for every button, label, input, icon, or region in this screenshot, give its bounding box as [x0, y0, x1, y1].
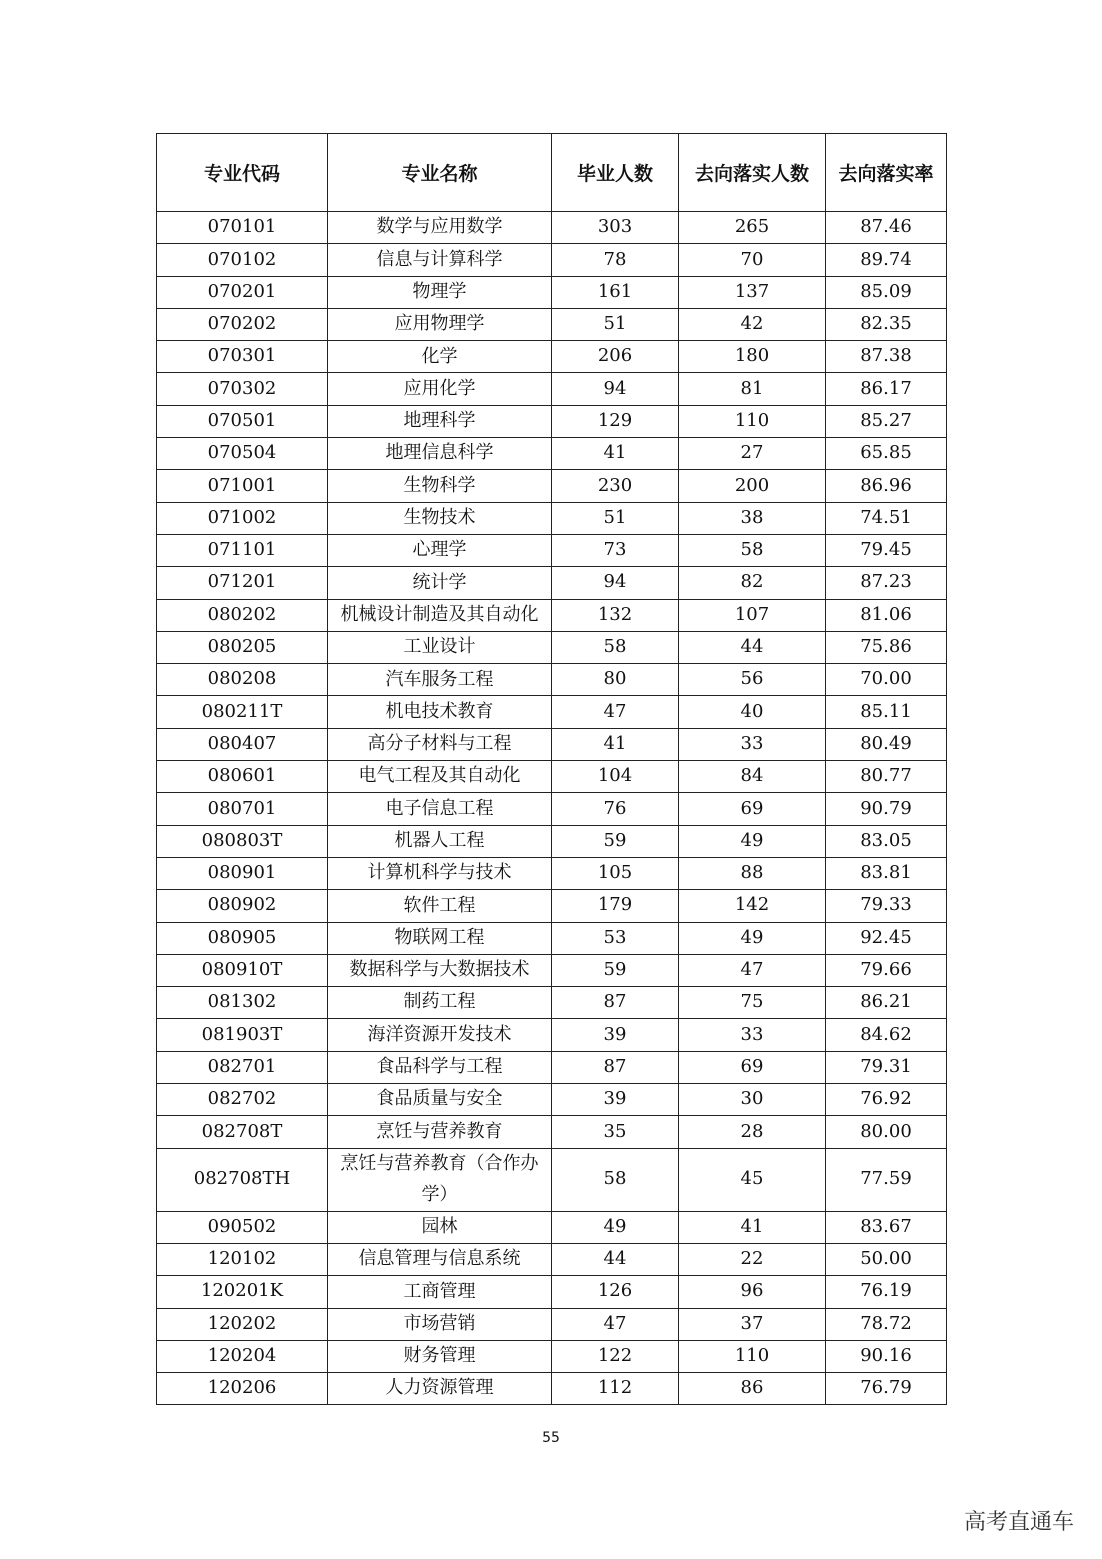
cell-major-name: 高分子材料与工程 [328, 728, 552, 760]
table-row [157, 857, 947, 889]
cell-placed-count: 86 [679, 1373, 826, 1405]
cell-placement-rate: 85.09 [826, 276, 947, 308]
watermark-text: 高考直通车 [963, 1510, 1074, 1535]
cell-major-name: 机电技术教育 [328, 696, 552, 728]
cell-major-code: 080211T [157, 696, 328, 728]
cell-placed-count: 75 [679, 987, 826, 1019]
cell-graduates: 59 [552, 954, 679, 986]
table-row [157, 567, 947, 599]
cell-placed-count: 22 [679, 1243, 826, 1275]
cell-graduates: 78 [552, 244, 679, 276]
table-row [157, 373, 947, 405]
table-row [157, 438, 947, 470]
table-header-row [157, 134, 947, 212]
cell-graduates: 58 [552, 631, 679, 663]
cell-placement-rate: 92.45 [826, 922, 947, 954]
cell-placement-rate: 84.62 [826, 1019, 947, 1051]
cell-major-name: 生物科学 [328, 470, 552, 502]
cell-placement-rate: 74.51 [826, 502, 947, 534]
table-row [157, 1340, 947, 1372]
cell-major-name: 应用化学 [328, 373, 552, 405]
cell-major-code: 080202 [157, 599, 328, 631]
cell-major-code: 071201 [157, 567, 328, 599]
cell-graduates: 132 [552, 599, 679, 631]
cell-placement-rate: 80.77 [826, 761, 947, 793]
cell-placement-rate: 79.31 [826, 1051, 947, 1083]
cell-major-code: 120206 [157, 1373, 328, 1405]
cell-placement-rate: 76.79 [826, 1373, 947, 1405]
table-row [157, 308, 947, 340]
cell-major-code: 120102 [157, 1243, 328, 1275]
cell-major-name: 电气工程及其自动化 [328, 761, 552, 793]
cell-placement-rate: 90.79 [826, 793, 947, 825]
cell-graduates: 87 [552, 987, 679, 1019]
cell-major-code: 070302 [157, 373, 328, 405]
header-major-name: 专业名称 [328, 134, 552, 212]
cell-placed-count: 137 [679, 276, 826, 308]
cell-graduates: 47 [552, 1308, 679, 1340]
cell-placement-rate: 50.00 [826, 1243, 947, 1275]
cell-major-name: 海洋资源开发技术 [328, 1019, 552, 1051]
table-row [157, 696, 947, 728]
cell-graduates: 206 [552, 341, 679, 373]
cell-placement-rate: 70.00 [826, 664, 947, 696]
cell-placement-rate: 80.00 [826, 1116, 947, 1148]
cell-major-name: 计算机科学与技术 [328, 857, 552, 889]
cell-placed-count: 44 [679, 631, 826, 663]
cell-placed-count: 30 [679, 1084, 826, 1116]
cell-graduates: 51 [552, 308, 679, 340]
table-row [157, 534, 947, 566]
cell-major-code: 080407 [157, 728, 328, 760]
cell-graduates: 44 [552, 1243, 679, 1275]
cell-graduates: 49 [552, 1211, 679, 1243]
cell-graduates: 105 [552, 857, 679, 889]
cell-major-name: 财务管理 [328, 1340, 552, 1372]
table-row [157, 1084, 947, 1116]
cell-graduates: 179 [552, 890, 679, 922]
table-row [157, 1116, 947, 1148]
cell-graduates: 94 [552, 373, 679, 405]
cell-major-code: 070501 [157, 405, 328, 437]
cell-major-name: 食品科学与工程 [328, 1051, 552, 1083]
cell-major-code: 081903T [157, 1019, 328, 1051]
cell-placement-rate: 83.67 [826, 1211, 947, 1243]
table-row [157, 1308, 947, 1340]
cell-major-code: 070504 [157, 438, 328, 470]
cell-major-code: 080205 [157, 631, 328, 663]
cell-major-code: 071002 [157, 502, 328, 534]
table-row [157, 599, 947, 631]
table-row [157, 1276, 947, 1308]
header-major-code: 专业代码 [157, 134, 328, 212]
cell-placement-rate: 80.49 [826, 728, 947, 760]
header-placement-rate: 去向落实率 [826, 134, 947, 212]
cell-graduates: 161 [552, 276, 679, 308]
cell-placed-count: 82 [679, 567, 826, 599]
cell-major-name: 生物技术 [328, 502, 552, 534]
table-row [157, 890, 947, 922]
cell-major-name: 软件工程 [328, 890, 552, 922]
cell-placed-count: 96 [679, 1276, 826, 1308]
cell-placed-count: 33 [679, 1019, 826, 1051]
table-row [157, 276, 947, 308]
cell-placed-count: 49 [679, 922, 826, 954]
table-row [157, 470, 947, 502]
cell-major-name: 地理科学 [328, 405, 552, 437]
cell-major-code: 082708TH [157, 1148, 328, 1211]
cell-placed-count: 28 [679, 1116, 826, 1148]
page-number: 55 [542, 1430, 560, 1446]
cell-placement-rate: 75.86 [826, 631, 947, 663]
cell-placement-rate: 79.33 [826, 890, 947, 922]
cell-major-name: 电子信息工程 [328, 793, 552, 825]
employment-rate-table [156, 133, 947, 1405]
cell-placed-count: 40 [679, 696, 826, 728]
cell-graduates: 80 [552, 664, 679, 696]
cell-major-name: 心理学 [328, 534, 552, 566]
table-row [157, 825, 947, 857]
cell-placed-count: 69 [679, 793, 826, 825]
cell-graduates: 35 [552, 1116, 679, 1148]
cell-graduates: 230 [552, 470, 679, 502]
cell-major-code: 120204 [157, 1340, 328, 1372]
cell-placed-count: 110 [679, 1340, 826, 1372]
table-row [157, 1019, 947, 1051]
cell-placement-rate: 79.66 [826, 954, 947, 986]
header-graduates: 毕业人数 [552, 134, 679, 212]
table-row [157, 1243, 947, 1275]
cell-graduates: 39 [552, 1019, 679, 1051]
cell-major-code: 070102 [157, 244, 328, 276]
cell-placed-count: 27 [679, 438, 826, 470]
cell-graduates: 104 [552, 761, 679, 793]
cell-major-code: 081302 [157, 987, 328, 1019]
cell-major-name: 机器人工程 [328, 825, 552, 857]
cell-graduates: 47 [552, 696, 679, 728]
cell-major-name: 物理学 [328, 276, 552, 308]
cell-placed-count: 69 [679, 1051, 826, 1083]
cell-major-name: 化学 [328, 341, 552, 373]
cell-placement-rate: 86.96 [826, 470, 947, 502]
cell-placement-rate: 79.45 [826, 534, 947, 566]
cell-placement-rate: 85.11 [826, 696, 947, 728]
table-row [157, 793, 947, 825]
cell-placed-count: 49 [679, 825, 826, 857]
table-row [157, 664, 947, 696]
cell-graduates: 112 [552, 1373, 679, 1405]
cell-placed-count: 42 [679, 308, 826, 340]
cell-placed-count: 107 [679, 599, 826, 631]
table-body [157, 212, 947, 1405]
cell-major-name: 工商管理 [328, 1276, 552, 1308]
cell-major-name: 园林 [328, 1211, 552, 1243]
table-row [157, 244, 947, 276]
table-row [157, 631, 947, 663]
cell-placed-count: 84 [679, 761, 826, 793]
cell-placed-count: 142 [679, 890, 826, 922]
cell-graduates: 126 [552, 1276, 679, 1308]
cell-major-name: 食品质量与安全 [328, 1084, 552, 1116]
cell-major-name: 烹饪与营养教育（合作办学） [328, 1148, 552, 1211]
cell-placement-rate: 82.35 [826, 308, 947, 340]
cell-graduates: 129 [552, 405, 679, 437]
cell-graduates: 41 [552, 438, 679, 470]
table-row [157, 502, 947, 534]
cell-placement-rate: 76.19 [826, 1276, 947, 1308]
cell-major-name: 应用物理学 [328, 308, 552, 340]
table-row [157, 341, 947, 373]
table-row [157, 954, 947, 986]
table-row [157, 1148, 947, 1211]
cell-major-name: 机械设计制造及其自动化 [328, 599, 552, 631]
cell-placement-rate: 87.38 [826, 341, 947, 373]
cell-graduates: 39 [552, 1084, 679, 1116]
cell-major-name: 数学与应用数学 [328, 212, 552, 244]
cell-placed-count: 58 [679, 534, 826, 566]
cell-major-code: 080901 [157, 857, 328, 889]
cell-major-code: 070201 [157, 276, 328, 308]
cell-major-code: 080601 [157, 761, 328, 793]
cell-major-name: 市场营销 [328, 1308, 552, 1340]
cell-major-code: 080803T [157, 825, 328, 857]
table-row [157, 1051, 947, 1083]
cell-graduates: 87 [552, 1051, 679, 1083]
cell-graduates: 73 [552, 534, 679, 566]
cell-graduates: 51 [552, 502, 679, 534]
cell-placement-rate: 87.23 [826, 567, 947, 599]
cell-placed-count: 45 [679, 1148, 826, 1211]
cell-placement-rate: 85.27 [826, 405, 947, 437]
cell-major-name: 烹饪与营养教育 [328, 1116, 552, 1148]
cell-graduates: 58 [552, 1148, 679, 1211]
cell-placement-rate: 77.59 [826, 1148, 947, 1211]
cell-placed-count: 180 [679, 341, 826, 373]
table-row [157, 987, 947, 1019]
cell-placed-count: 56 [679, 664, 826, 696]
cell-major-code: 120202 [157, 1308, 328, 1340]
cell-placed-count: 47 [679, 954, 826, 986]
table-row [157, 728, 947, 760]
cell-placement-rate: 86.21 [826, 987, 947, 1019]
cell-graduates: 59 [552, 825, 679, 857]
cell-major-code: 080701 [157, 793, 328, 825]
cell-graduates: 122 [552, 1340, 679, 1372]
cell-placed-count: 88 [679, 857, 826, 889]
table-row [157, 922, 947, 954]
table-row [157, 1373, 947, 1405]
cell-major-code: 082702 [157, 1084, 328, 1116]
cell-placement-rate: 83.81 [826, 857, 947, 889]
cell-placement-rate: 87.46 [826, 212, 947, 244]
cell-graduates: 53 [552, 922, 679, 954]
cell-major-name: 地理信息科学 [328, 438, 552, 470]
cell-major-code: 120201K [157, 1276, 328, 1308]
cell-placed-count: 70 [679, 244, 826, 276]
cell-major-code: 080902 [157, 890, 328, 922]
cell-placed-count: 37 [679, 1308, 826, 1340]
cell-major-name: 统计学 [328, 567, 552, 599]
cell-graduates: 41 [552, 728, 679, 760]
cell-graduates: 76 [552, 793, 679, 825]
cell-major-name: 汽车服务工程 [328, 664, 552, 696]
cell-major-code: 082701 [157, 1051, 328, 1083]
cell-placed-count: 200 [679, 470, 826, 502]
cell-major-code: 082708T [157, 1116, 328, 1148]
table-row [157, 405, 947, 437]
table-row [157, 212, 947, 244]
cell-graduates: 94 [552, 567, 679, 599]
cell-placed-count: 110 [679, 405, 826, 437]
cell-placement-rate: 65.85 [826, 438, 947, 470]
cell-major-name: 工业设计 [328, 631, 552, 663]
cell-placed-count: 41 [679, 1211, 826, 1243]
cell-major-name: 信息管理与信息系统 [328, 1243, 552, 1275]
cell-placement-rate: 83.05 [826, 825, 947, 857]
cell-graduates: 303 [552, 212, 679, 244]
cell-placement-rate: 76.92 [826, 1084, 947, 1116]
table-row [157, 761, 947, 793]
cell-major-name: 信息与计算科学 [328, 244, 552, 276]
cell-major-code: 080905 [157, 922, 328, 954]
cell-major-code: 080910T [157, 954, 328, 986]
table-row [157, 1211, 947, 1243]
cell-major-name: 人力资源管理 [328, 1373, 552, 1405]
cell-placed-count: 33 [679, 728, 826, 760]
cell-placement-rate: 90.16 [826, 1340, 947, 1372]
cell-placed-count: 265 [679, 212, 826, 244]
cell-major-code: 080208 [157, 664, 328, 696]
cell-placement-rate: 86.17 [826, 373, 947, 405]
header-placed-count: 去向落实人数 [679, 134, 826, 212]
cell-placed-count: 81 [679, 373, 826, 405]
cell-major-code: 070101 [157, 212, 328, 244]
cell-placement-rate: 78.72 [826, 1308, 947, 1340]
cell-major-name: 制药工程 [328, 987, 552, 1019]
cell-placement-rate: 81.06 [826, 599, 947, 631]
cell-major-code: 070202 [157, 308, 328, 340]
cell-major-code: 090502 [157, 1211, 328, 1243]
cell-placement-rate: 89.74 [826, 244, 947, 276]
cell-placed-count: 38 [679, 502, 826, 534]
cell-major-code: 070301 [157, 341, 328, 373]
cell-major-name: 数据科学与大数据技术 [328, 954, 552, 986]
cell-major-name: 物联网工程 [328, 922, 552, 954]
cell-major-code: 071101 [157, 534, 328, 566]
cell-major-code: 071001 [157, 470, 328, 502]
